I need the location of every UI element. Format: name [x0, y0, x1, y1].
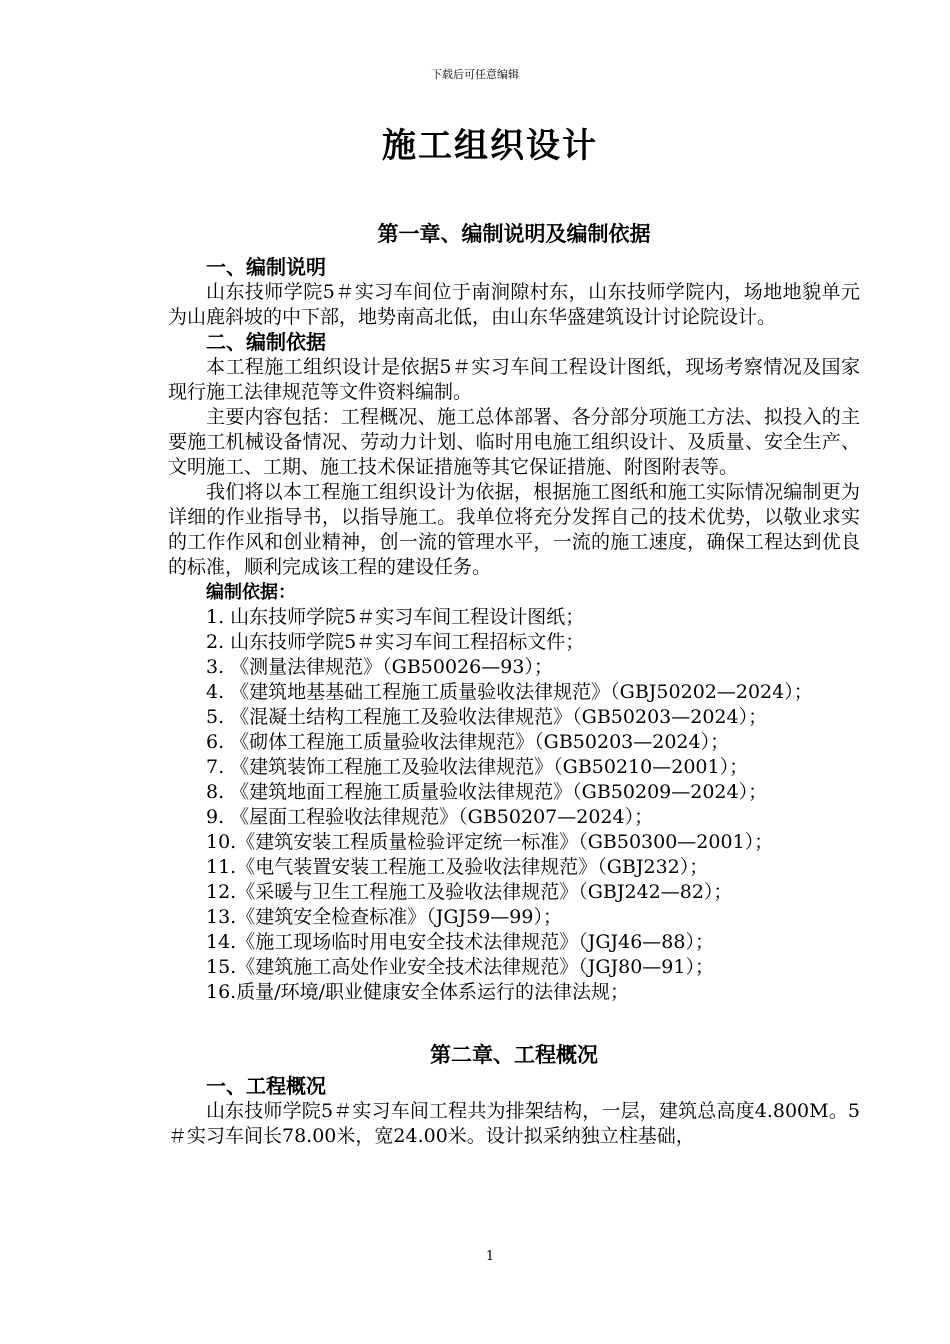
list-item: 16.质量/环境/职业健康安全体系运行的法律法规；: [206, 981, 630, 1003]
list-item: 11.《电气装置安装工程施工及验收法律规范》（GBJ232）；: [206, 856, 709, 878]
list-item: 3. 《测量法律规范》（GB50026—93）；: [206, 656, 553, 678]
list-item: 14.《施工现场临时用电安全技术法律规范》（JGJ46—88）；: [206, 931, 714, 953]
paragraph-basis-3: 我们将以本工程施工组织设计为依据，根据施工图纸和施工实际情况编制更为详细的作业指导书，以指导施工。我单位将充分发挥自己的技术优势，以敬业求实的工作作风和创业精神，创一流的管理水平，一流的施工速度，确保工程达到优良的标准，顺利完成该工程的建设任务。: [168, 481, 860, 578]
document-body: [168, 222, 860, 1149]
page-number: 1: [485, 1249, 495, 1264]
list-item: 15.《建筑施工高处作业安全技术法律规范》（JGJ80—91）；: [206, 956, 714, 978]
basis-list-title: 编制依据：: [206, 582, 296, 603]
section-title-project-overview: 一、工程概况: [206, 1074, 326, 1098]
list-item: 13.《建筑安全检查标准》（JGJ59—99）；: [206, 906, 562, 928]
list-item: 5. 《混凝土结构工程施工及验收法律规范》（GB50203—2024）；: [206, 706, 768, 728]
list-item: 12.《采暖与卫生工程施工及验收法律规范》（GBJ242—82）；: [206, 881, 733, 903]
list-item: 1. 山东技师学院5＃实习车间工程设计图纸；: [206, 606, 585, 628]
paragraph-project-overview: 山东技师学院5＃实习车间工程共为排架结构，一层，建筑总高度4.800M。5＃实习车间长78.00米，宽24.00米。设计拟采纳独立柱基础，: [168, 1100, 860, 1147]
list-item: 10.《建筑安装工程质量检验评定统一标准》（GB50300—2001）；: [206, 831, 774, 853]
paragraph-compile-notes: 山东技师学院5＃实习车间位于南涧隙村东，山东技师学院内，场地地貌单元为山鹿斜坡的中下部，地势南高北低，由山东华盛建筑设计讨论院设计。: [168, 281, 860, 328]
list-item: 8. 《建筑地面工程施工质量验收法律规范》（GB50209—2024）；: [206, 781, 768, 803]
list-item: 7. 《建筑装饰工程施工及验收法律规范》（GB50210—2001）；: [206, 756, 749, 778]
list-item: 6. 《砌体工程施工质量验收法律规范》（GB50203—2024）；: [206, 731, 730, 753]
list-item: 2. 山东技师学院5＃实习车间工程招标文件；: [206, 631, 585, 653]
list-item: 9. 《屋面工程验收法律规范》（GB50207—2024）；: [206, 806, 654, 828]
list-item: 4. 《建筑地基基础工程施工质量验收法律规范》（GBJ50202—2024）；: [206, 681, 813, 703]
paragraph-basis-2: 主要内容包括：工程概况、施工总体部署、各分部分项施工方法、拟投入的主要施工机械设备情况、劳动力计划、临时用电施工组织设计、及质量、安全生产、文明施工、工期、施工技术保证措施等其它保证措施、附图附表等。: [168, 406, 860, 478]
page-header: 下载后可任意编辑: [431, 68, 519, 81]
section-title-compile-notes: 一、编制说明: [206, 255, 326, 279]
chapter2-title: 第二章、工程概况: [430, 1043, 598, 1067]
chapter1-title: 第一章、编制说明及编制依据: [377, 222, 651, 246]
document-title: 施工组织设计: [382, 126, 598, 166]
section-title-compile-basis: 二、编制依据: [206, 330, 326, 354]
paragraph-basis-1: 本工程施工组织设计是依据5＃实习车间工程设计图纸，现场考察情况及国家现行施工法律规范等文件资料编制。: [168, 356, 860, 403]
basis-list: [168, 605, 860, 1005]
